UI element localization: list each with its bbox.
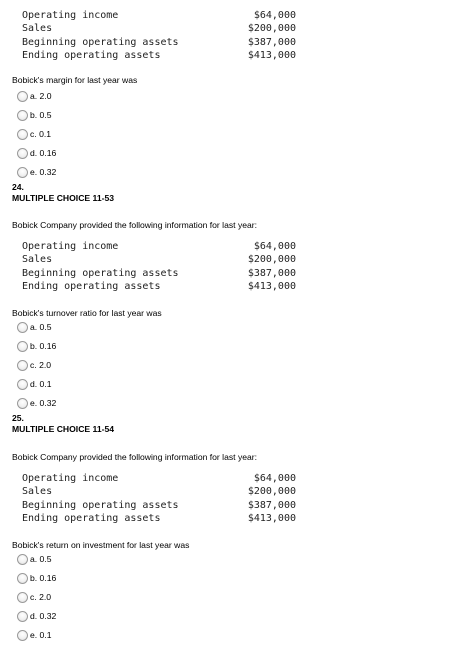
option-label: e. 0.32 xyxy=(30,398,57,408)
row-value: $387,000 xyxy=(247,499,296,511)
option-a[interactable] xyxy=(17,320,52,334)
table-row xyxy=(22,9,296,22)
option-b[interactable] xyxy=(17,108,52,122)
table-row xyxy=(22,512,296,525)
row-value: $64,000 xyxy=(253,473,296,484)
row-label: Ending operating assets xyxy=(22,280,161,292)
row-value: $387,000 xyxy=(247,36,296,48)
row-label: Sales xyxy=(22,486,53,498)
radio-button-icon[interactable] xyxy=(17,573,28,584)
option-label: c. 2.0 xyxy=(30,360,52,370)
row-value: $387,000 xyxy=(247,267,296,279)
radio-button-icon[interactable] xyxy=(17,341,28,352)
question-intro: Bobick Company provided the following information for last year: xyxy=(12,220,258,230)
radio-button-icon[interactable] xyxy=(17,630,28,641)
option-label: b. 0.5 xyxy=(30,110,52,120)
row-label: Ending operating assets xyxy=(22,512,161,524)
option-label: b. 0.16 xyxy=(30,573,57,583)
radio-button-icon[interactable] xyxy=(17,322,28,333)
option-label: d. 0.1 xyxy=(30,379,52,389)
table-row xyxy=(22,253,296,266)
row-value: $64,000 xyxy=(253,241,296,252)
radio-button-icon[interactable] xyxy=(17,592,28,603)
question-number: 24. xyxy=(12,182,24,192)
table-row xyxy=(22,49,296,62)
financial-data-table xyxy=(22,240,296,293)
radio-button-icon[interactable] xyxy=(17,360,28,371)
option-e[interactable] xyxy=(17,628,52,642)
radio-button-icon[interactable] xyxy=(17,91,28,102)
row-label: Operating income xyxy=(22,473,119,484)
row-label: Sales xyxy=(22,23,53,35)
option-label: a. 2.0 xyxy=(30,91,52,101)
option-label: d. 0.32 xyxy=(30,611,57,621)
row-label: Operating income xyxy=(22,241,119,252)
radio-button-icon[interactable] xyxy=(17,398,28,409)
row-value: $413,000 xyxy=(247,49,296,61)
row-value: $413,000 xyxy=(247,512,296,524)
question-text: Bobick's turnover ratio for last year was xyxy=(12,308,162,318)
row-label: Sales xyxy=(22,254,53,266)
table-row xyxy=(22,499,296,512)
row-value: $200,000 xyxy=(247,23,296,35)
option-c[interactable] xyxy=(17,358,51,372)
option-label: c. 0.1 xyxy=(30,129,52,139)
option-label: e. 0.1 xyxy=(30,630,52,640)
radio-button-icon[interactable] xyxy=(17,129,28,140)
row-value: $200,000 xyxy=(247,254,296,266)
question-number: 25. xyxy=(12,413,24,423)
radio-button-icon[interactable] xyxy=(17,110,28,121)
question-intro: Bobick Company provided the following information for last year: xyxy=(12,452,258,462)
option-label: d. 0.16 xyxy=(30,148,57,158)
table-row xyxy=(22,280,296,293)
option-c[interactable] xyxy=(17,590,51,604)
row-label: Ending operating assets xyxy=(22,49,161,61)
table-row xyxy=(22,22,296,35)
option-d[interactable] xyxy=(17,609,56,623)
row-label: Beginning operating assets xyxy=(22,36,179,48)
radio-button-icon[interactable] xyxy=(17,148,28,159)
option-a[interactable] xyxy=(17,552,52,566)
option-label: a. 0.5 xyxy=(30,554,52,564)
option-label: c. 2.0 xyxy=(30,592,52,602)
row-label: Beginning operating assets xyxy=(22,499,179,511)
financial-data-table xyxy=(22,9,296,62)
radio-button-icon[interactable] xyxy=(17,611,28,622)
option-a[interactable] xyxy=(17,89,52,103)
table-row xyxy=(22,36,296,49)
question-text: Bobick's margin for last year was xyxy=(12,75,138,85)
option-b[interactable] xyxy=(17,571,56,585)
option-label: b. 0.16 xyxy=(30,341,57,351)
radio-button-icon[interactable] xyxy=(17,167,28,178)
row-label: Operating income xyxy=(22,10,119,21)
question-title: MULTIPLE CHOICE 11-53 xyxy=(12,193,115,203)
option-label: a. 0.5 xyxy=(30,322,52,332)
table-row xyxy=(22,240,296,253)
radio-button-icon[interactable] xyxy=(17,554,28,565)
table-row xyxy=(22,472,296,485)
option-label: e. 0.32 xyxy=(30,167,57,177)
radio-button-icon[interactable] xyxy=(17,379,28,390)
question-text: Bobick's return on investment for last year was xyxy=(12,540,190,550)
table-row xyxy=(22,267,296,280)
option-c[interactable] xyxy=(17,127,51,141)
financial-data-table xyxy=(22,472,296,525)
option-d[interactable] xyxy=(17,146,56,160)
row-value: $64,000 xyxy=(253,10,296,21)
row-label: Beginning operating assets xyxy=(22,267,179,279)
option-e[interactable] xyxy=(17,396,56,410)
option-e[interactable] xyxy=(17,165,56,179)
option-b[interactable] xyxy=(17,339,56,353)
option-d[interactable] xyxy=(17,377,52,391)
row-value: $200,000 xyxy=(247,486,296,498)
row-value: $413,000 xyxy=(247,280,296,292)
question-title: MULTIPLE CHOICE 11-54 xyxy=(12,424,115,434)
table-row xyxy=(22,485,296,498)
